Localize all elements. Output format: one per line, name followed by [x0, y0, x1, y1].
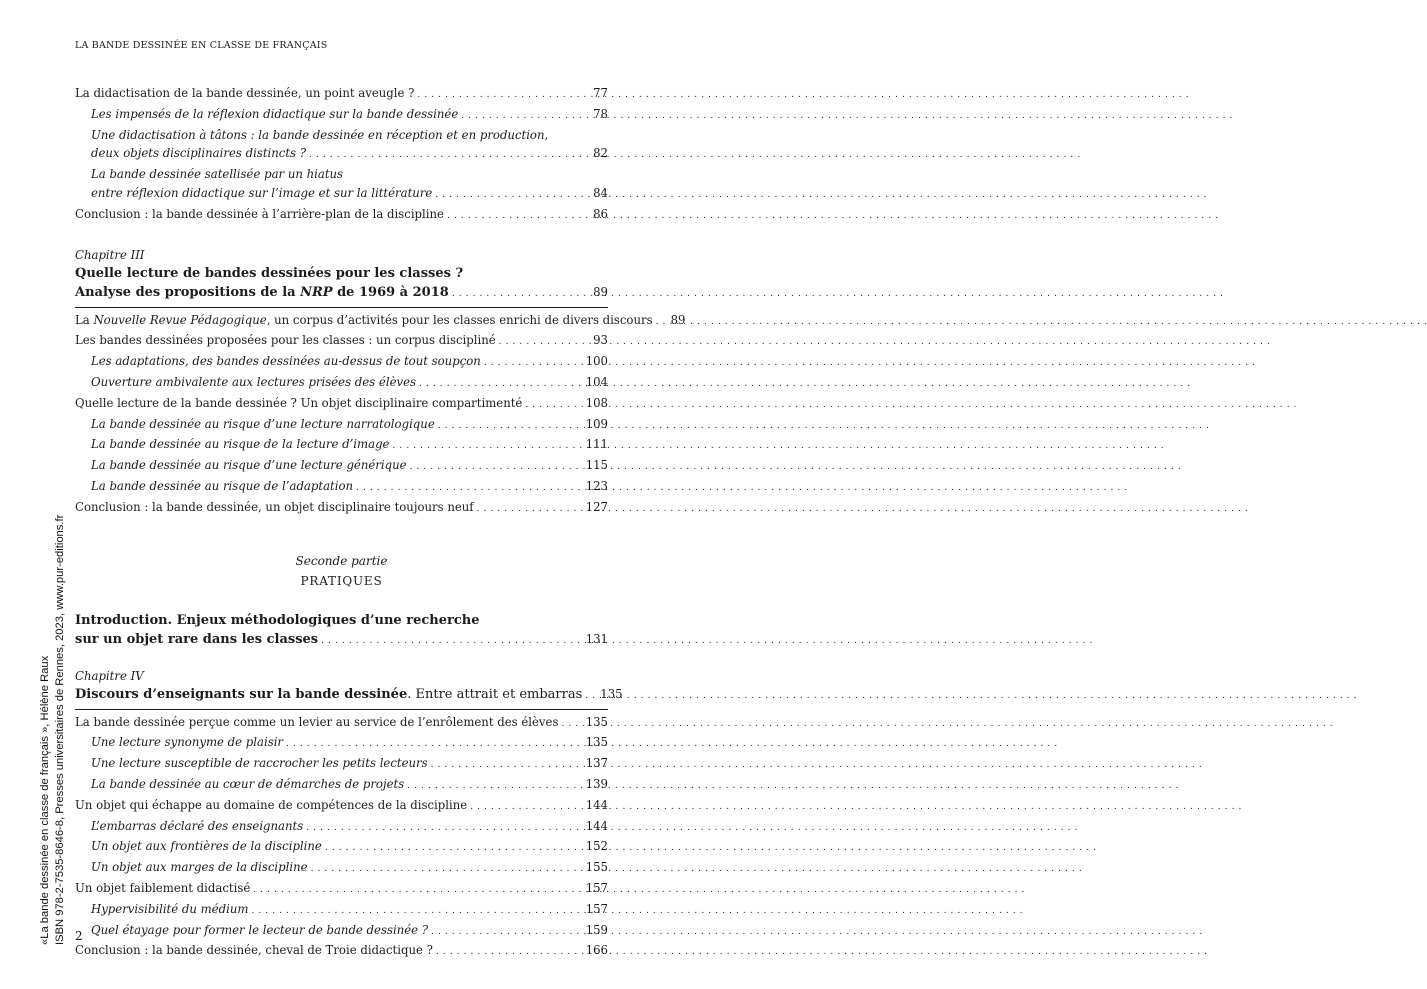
toc-entry-label: La didactisation de la bande dessinée, un point aveugle ?: [75, 86, 415, 100]
toc-entry-label: Un objet faiblement didactisé: [75, 880, 251, 895]
toc-entry-page: 123: [585, 478, 608, 493]
toc-entry-page: 111: [585, 437, 608, 452]
dot-leader: [431, 921, 583, 942]
dot-leader: [311, 858, 583, 879]
toc-entry[interactable]: [75, 394, 608, 415]
toc-entry-page: 77: [593, 86, 608, 100]
toc-entry[interactable]: [75, 205, 608, 226]
dot-leader: [407, 775, 582, 796]
toc-entry[interactable]: [75, 84, 608, 105]
dot-leader: [419, 373, 583, 394]
toc-entry-page: 144: [585, 797, 608, 812]
toc-subentry[interactable]: [75, 184, 608, 205]
side-credit: [38, 515, 68, 945]
dot-leader: [484, 352, 583, 373]
dot-leader: [325, 837, 583, 858]
toc-entry-label: Les adaptations, des bandes dessinées au-dessus de tout soupçon: [91, 354, 481, 369]
toc-subentry[interactable]: [75, 105, 608, 126]
chapter-title-entry[interactable]: [75, 685, 623, 706]
toc-entry[interactable]: [75, 498, 608, 519]
dot-leader: [251, 900, 582, 921]
toc-entry[interactable]: [75, 331, 608, 352]
dot-leader: [585, 685, 597, 706]
toc-entry-page: 137: [585, 756, 608, 771]
chapter-title-line: Quelle lecture de bandes dessinées pour les classes ?: [75, 265, 464, 281]
dot-leader: [435, 184, 590, 205]
toc-entry-page: 135: [585, 714, 608, 729]
dot-leader: [452, 283, 590, 304]
toc-subentry[interactable]: [75, 373, 608, 394]
toc-entry[interactable]: [75, 796, 608, 817]
toc-entry-page: 78: [593, 106, 608, 121]
toc-entry-label: Conclusion : la bande dessinée, un objet disciplinaire toujours neuf: [75, 499, 474, 514]
side-credit-line: «La bande dessinée en classe de français », Hélène Raux: [39, 655, 51, 945]
toc-entry-label: Une lecture susceptible de raccrocher les petits lecteurs: [91, 756, 428, 771]
dot-leader: [561, 713, 582, 734]
toc-entry[interactable]: [75, 713, 608, 734]
toc-entry-page: 127: [585, 499, 608, 514]
dot-leader: [253, 879, 582, 900]
toc-entry-label: Quel étayage pour former le lecteur de bande dessinée ?: [91, 922, 429, 937]
toc-entry-page: 86: [593, 206, 608, 221]
toc-entry-page: 159: [585, 922, 608, 937]
dot-leader: [438, 415, 583, 436]
introduction-title-line: Introduction. Enjeux méthodologiques d’une recherche: [75, 612, 480, 628]
toc-subentry-line: Une didactisation à tâtons : la bande dessinée en réception et en production,: [91, 127, 549, 142]
chapter-title-entry[interactable]: [75, 283, 608, 304]
toc-entry-page: 166: [585, 943, 608, 958]
toc-entry-page: 135: [585, 735, 608, 750]
toc-subentry[interactable]: [75, 900, 608, 921]
dot-leader: [477, 498, 583, 519]
dot-leader: [470, 796, 583, 817]
toc-entry-label: La bande dessinée au risque de la lecture d’image: [91, 437, 390, 452]
toc-subentry[interactable]: [75, 837, 608, 858]
toc-entry-page: 157: [585, 901, 608, 916]
toc-subentry[interactable]: [75, 921, 608, 942]
toc-entry-page: 144: [585, 818, 608, 833]
dot-leader: [392, 435, 582, 456]
toc-entry-page: 89: [670, 312, 686, 327]
toc-entry-page: 100: [585, 354, 608, 369]
dot-leader: [525, 394, 582, 415]
toc-entry-page: 135: [600, 686, 623, 701]
toc-subentry[interactable]: [75, 858, 608, 879]
toc-entry-page: 139: [585, 776, 608, 791]
toc-entry-label: Conclusion : la bande dessinée à l’arrière-plan de la discipline: [75, 206, 444, 221]
toc-entry[interactable]: [75, 941, 608, 962]
toc-subentry[interactable]: [75, 775, 608, 796]
toc-entry-page: 104: [585, 374, 608, 389]
chapter-title-line: Analyse des propositions de la NRP de 1969 à 2018: [75, 284, 449, 300]
toc-subentry[interactable]: [75, 144, 608, 165]
toc-entry-label: Un objet qui échappe au domaine de compétences de la discipline: [75, 797, 468, 812]
toc-entry-page: 157: [585, 880, 608, 895]
dot-leader: [309, 144, 590, 165]
dot-leader: [436, 941, 583, 962]
toc-entry-page: 89: [593, 284, 608, 299]
page-number: 2: [75, 929, 83, 943]
dot-leader: [431, 754, 583, 775]
chapter-label: Chapitre III: [75, 247, 145, 262]
toc-entry-label: deux objets disciplinaires distincts ?: [91, 146, 307, 161]
toc-entry-label: Quelle lecture de la bande dessinée ? Un objet disciplinaire compartimenté: [75, 395, 523, 410]
toc-entry-label: entre réflexion didactique sur l’image et sur la littérature: [91, 185, 433, 200]
toc-subentry[interactable]: [75, 415, 608, 436]
dot-leader: [461, 105, 590, 126]
toc-subentry[interactable]: [75, 754, 608, 775]
toc-entry-label: Un objet aux marges de la discipline: [91, 860, 308, 875]
dot-leader: [417, 84, 590, 105]
toc-entry-label: Les bandes dessinées proposées pour les classes : un corpus discipliné: [75, 333, 496, 348]
toc-entry-label: L’embarras déclaré des enseignants: [91, 818, 304, 833]
toc-subentry[interactable]: [75, 435, 608, 456]
toc-entry-label: La bande dessinée au cœur de démarches de projets: [91, 776, 405, 791]
toc-entry-page: 152: [585, 839, 608, 854]
toc-subentry-line: La bande dessinée satellisée par un hiatus: [91, 167, 344, 182]
chapter-rule: [75, 709, 608, 710]
toc-entry-label: Les impensés de la réflexion didactique sur la bande dessinée: [91, 106, 459, 121]
toc-entry-label: La bande dessinée au risque d’une lecture narratologique: [91, 416, 435, 431]
introduction-entry[interactable]: [75, 630, 608, 651]
part-label: Seconde partie: [295, 553, 388, 568]
toc-subentry[interactable]: [75, 456, 608, 477]
chapter-rule: [75, 307, 608, 308]
toc-entry-label: Ouverture ambivalente aux lectures prisées des élèves: [91, 374, 417, 389]
dot-leader: [447, 205, 590, 226]
dot-leader: [356, 477, 583, 498]
toc-entry-page: 108: [585, 395, 608, 410]
toc-subentry[interactable]: [75, 817, 608, 838]
toc-entry-page: 115: [585, 458, 608, 473]
toc-subentry[interactable]: [75, 352, 608, 373]
chapter-label: Chapitre IV: [75, 668, 144, 683]
toc-entry-page: 84: [593, 185, 608, 200]
chapter-title-line: Discours d’enseignants sur la bande dessinée. Entre attrait et embarras: [75, 686, 583, 702]
toc-entry-label: Hypervisibilité du médium: [91, 901, 249, 916]
toc-entry-label: La bande dessinée au risque d’une lecture générique: [91, 458, 407, 473]
introduction-title-line: sur un objet rare dans les classes: [75, 631, 319, 647]
dot-leader: [306, 817, 582, 838]
dot-leader: [286, 733, 583, 754]
toc-entry-label: Conclusion : la bande dessinée, cheval de Troie didactique ?: [75, 943, 433, 958]
toc-subentry[interactable]: [75, 733, 608, 754]
toc-entry-label: Un objet aux frontières de la discipline: [91, 839, 322, 854]
toc-entry-label: La Nouvelle Revue Pédagogique, un corpus d’activités pour les classes enrichi de divers discours: [75, 312, 653, 327]
toc-entry-page: 155: [585, 860, 608, 875]
toc-entry[interactable]: [75, 879, 608, 900]
toc-entry[interactable]: [75, 311, 686, 332]
toc-entry-label: Une lecture synonyme de plaisir: [91, 735, 284, 750]
running-head: LA BANDE DESSINÉE EN CLASSE DE FRANÇAIS: [75, 40, 328, 51]
toc-entry-page: 93: [593, 333, 608, 348]
dot-leader: [499, 331, 590, 352]
dot-leader: [321, 630, 583, 651]
dot-leader: [656, 311, 668, 332]
toc-entry-label: La bande dessinée au risque de l’adaptation: [91, 478, 354, 493]
toc-entry-page: 131: [585, 631, 608, 646]
part-title: PRATIQUES: [300, 573, 383, 588]
toc-entry-page: 109: [585, 416, 608, 431]
dot-leader: [410, 456, 583, 477]
toc-subentry[interactable]: [75, 477, 608, 498]
table-of-contents: [75, 84, 686, 962]
toc-entry-page: 82: [593, 146, 608, 161]
side-credit-line: ISBN 978-2-7535-8646-8, Presses universitaires de Rennes, 2023, www.pur-editions.fr: [54, 514, 66, 945]
toc-entry-label: La bande dessinée perçue comme un levier au service de l’enrôlement des élèves: [75, 714, 559, 729]
